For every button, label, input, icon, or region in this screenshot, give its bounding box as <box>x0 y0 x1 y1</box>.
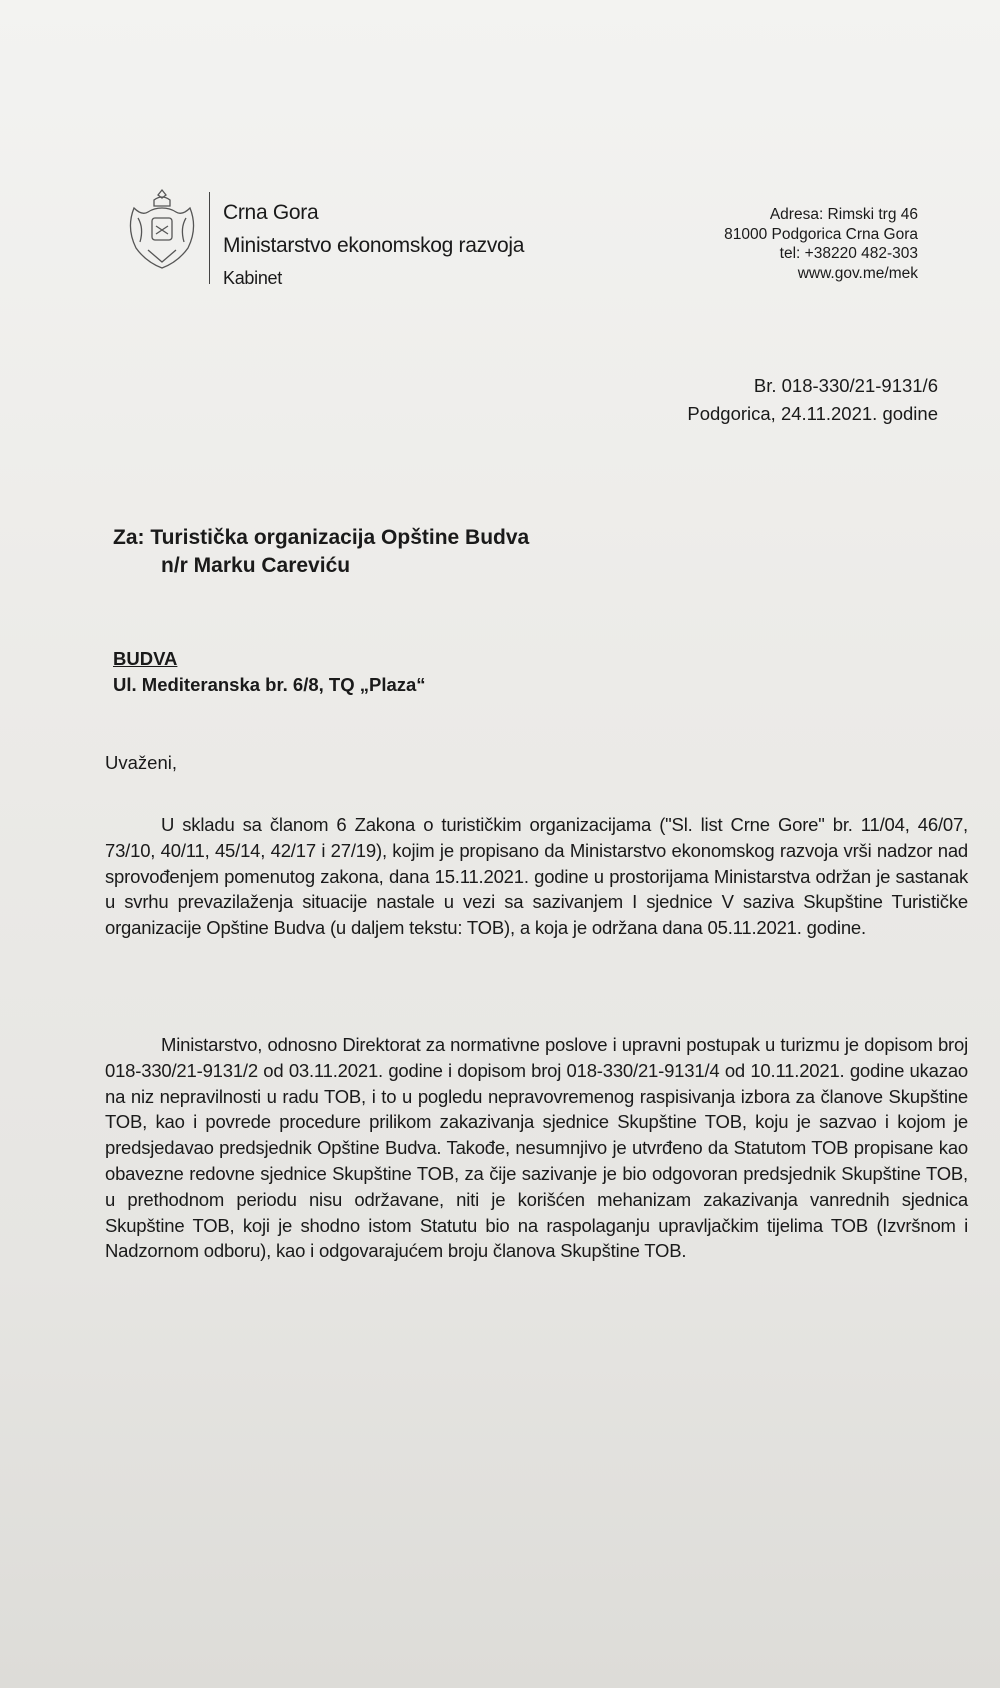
greeting: Uvaženi, <box>105 752 177 773</box>
header-divider <box>209 192 210 284</box>
ministry-address <box>724 205 918 283</box>
reference-date: Podgorica, 24.11.2021. godine <box>687 403 938 424</box>
country-name: Crna Gora <box>223 201 319 224</box>
unit-name: Kabinet <box>223 268 282 288</box>
address-street: Adresa: Rimski trg 46 <box>769 206 918 223</box>
address-phone: tel: +38220 482-303 <box>779 245 918 262</box>
reference-block <box>687 372 938 428</box>
body-paragraph: U skladu sa članom 6 Zakona o turističkim organizacijama ("Sl. list Crne Gore" br. 11/04, 46/07, 73/10, 40/11, 45/14, 42/17 i 27/19), kojim je propisano da Ministarstvo ekonomskog razvoja vrši nadzor nad sprovođenjem pomenutog zakona, dana 15.11.2021. godine u prostorijama Ministarstva održan je sastanak u svrhu prevazilaženja situacije nastale u vezi sa sazivanjem I sjednice V saziva Skupštine Turističke organizacije Opštine Budva (u daljem tekstu: TOB), a koja je održana dana 05.11.2021. godine. <box>105 814 968 939</box>
letterhead <box>223 196 524 295</box>
recipient-street: Ul. Mediteranska br. 6/8, TQ „Plaza“ <box>113 674 426 695</box>
recipient-organization: Za: Turistička organizacija Opštine Budva <box>113 526 530 549</box>
recipient-block <box>113 524 529 580</box>
address-city: 81000 Podgorica Crna Gora <box>724 225 918 243</box>
ministry-name: Ministarstvo ekonomskog razvoja <box>223 234 525 257</box>
coat-of-arms-icon <box>124 188 200 270</box>
recipient-city: BUDVA <box>113 648 178 669</box>
body-paragraph: Ministarstvo, odnosno Direktorat za normativne poslove i upravni postupak u turizmu je dopisom broj 018-330/21-9131/2 od 03.11.2021. godine i dopisom broj 018-330/21-9131/4 od 10.11.2021. godine ukazao na niz nepravilnosti u radu TOB, i to u pogledu nepravovremenog raspisivanja izbora za članove Skupštine TOB, kao i povrede procedure prilikom zakazivanja sjednice Skupštine TOB, koju je sazvao i kojom je predsjedavao predsjednik Opštine Budva. Takođe, nesumnjivo je utvrđeno da Statutom TOB propisane kao obavezne redovne sjednice Skupštine TOB, za čije sazivanje je bio odgovoran predsjednik Skupštine TOB, u prethodnom periodu nisu održavane, niti je korišćen mehanizam zakazivanja vanrednih sjednica Skupštine TOB, koji je shodno istom Statutu bio na raspolaganju upravljačkim tijelima TOB (Izvršnom i Nadzornom odboru), kao i odgovarajućem broju članova Skupštine TOB. <box>105 1034 968 1262</box>
recipient-address <box>113 646 426 698</box>
address-web: www.gov.me/mek <box>797 264 918 282</box>
reference-number: Br. 018-330/21-9131/6 <box>753 375 938 396</box>
recipient-attention: n/r Marku Careviću <box>161 554 351 577</box>
